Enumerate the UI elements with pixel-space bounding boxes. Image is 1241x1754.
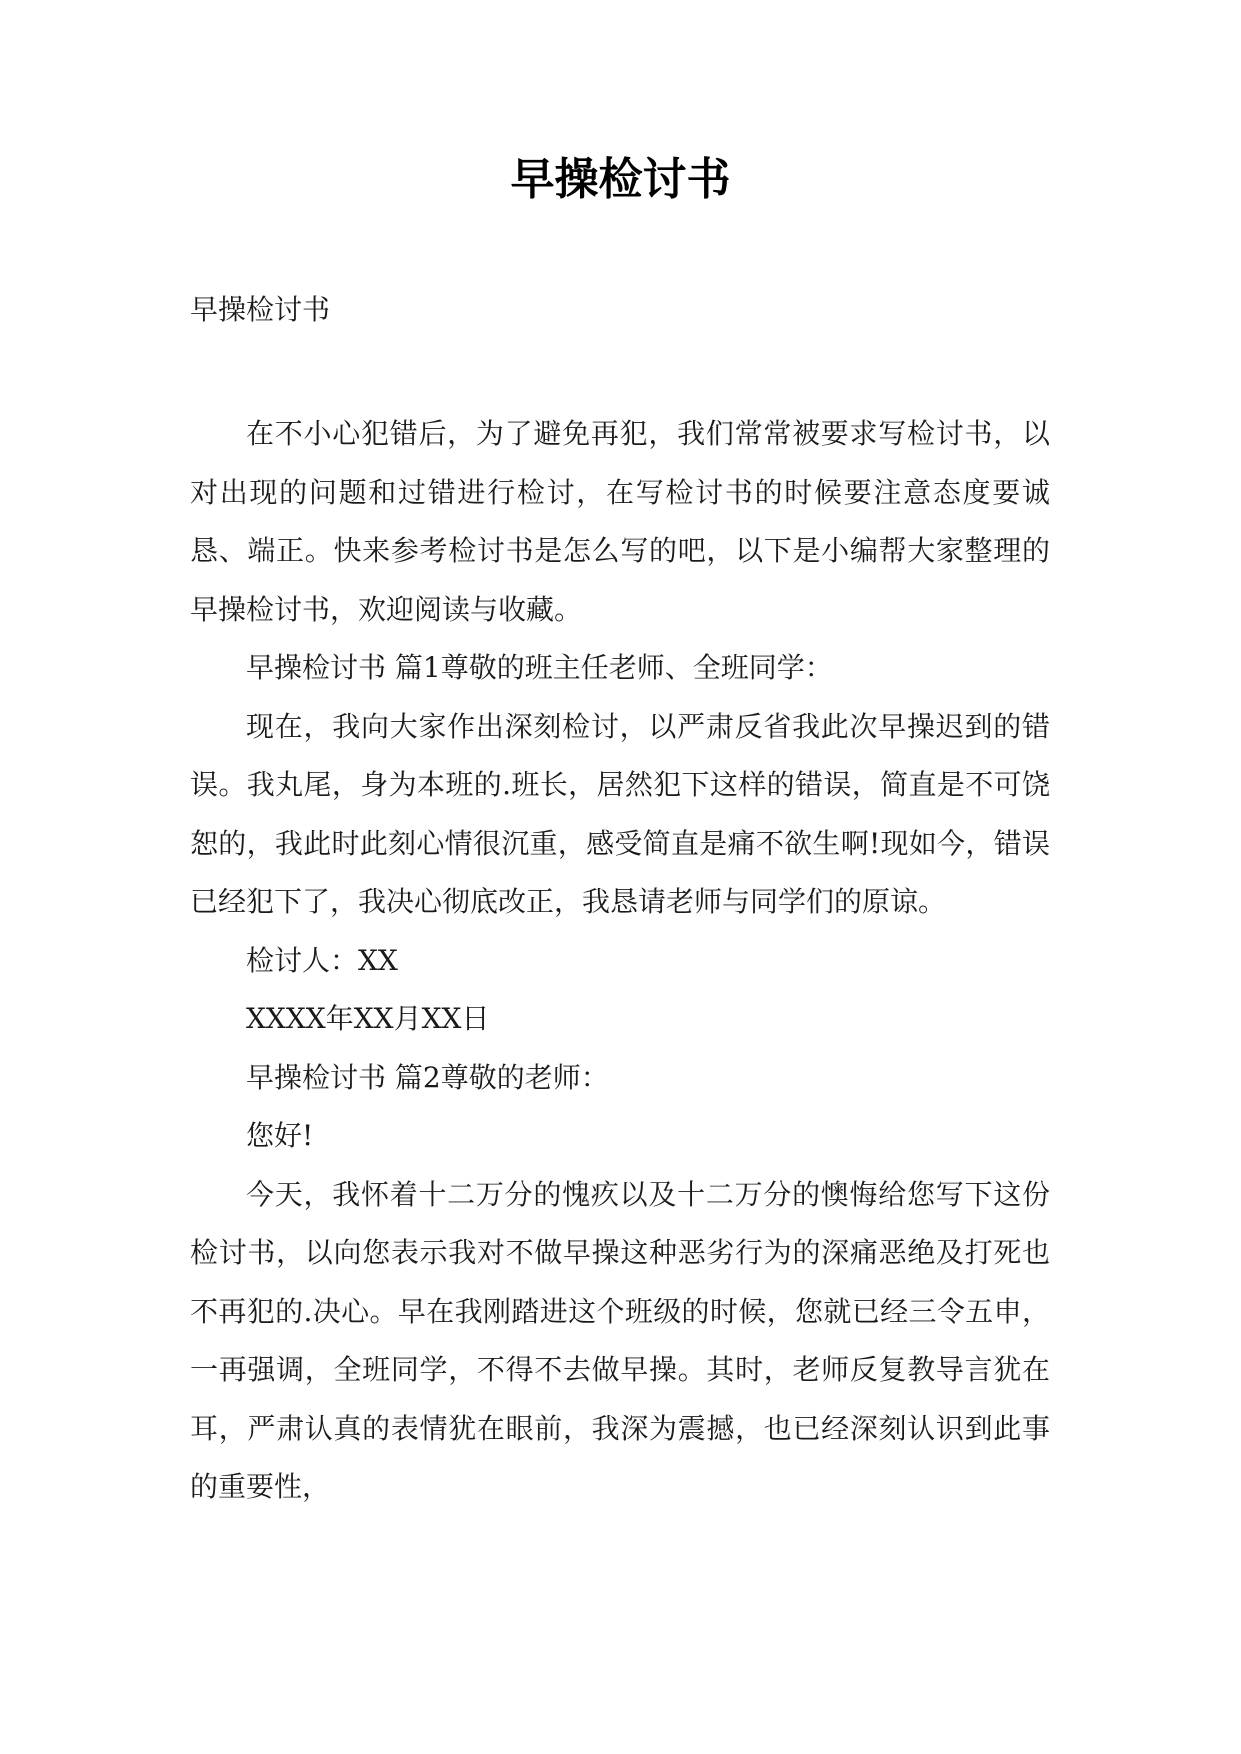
paragraph-body-2: 今天，我怀着十二万分的愧疚以及十二万分的懊悔给您写下这份检讨书，以向您表示我对不做早操这种恶劣行为的深痛恶绝及打死也不再犯的.决心。早在我刚踏进这个班级的时候，您就已经三令五申，一再强调，全班同学，不得不去做早操。其时，老师反复教导言犹在耳，严肃认真的表情犹在眼前，我深为震撼，也已经深刻认识到此事的重要性， xyxy=(190,1177,1050,1503)
document-subtitle: 早操检讨书 xyxy=(190,293,331,326)
paragraph-body-1: 现在，我向大家作出深刻检讨，以严肃反省我此次早操迟到的错误。我丸尾，身为本班的.班长，居然犯下这样的错误，简直是不可饶恕的，我此时此刻心情很沉重，感受简直是痛不欲生啊!现如今，错误已经犯下了，我决心彻底改正，我恳请老师与同学们的原谅。 xyxy=(190,709,1050,918)
paragraph-intro: 在不小心犯错后，为了避免再犯，我们常常被要求写检讨书，以对出现的问题和过错进行检讨，在写检讨书的时候要注意态度要诚恳、端正。快来参考检讨书是怎么写的吧，以下是小编帮大家整理的早操检讨书，欢迎阅读与收藏。 xyxy=(190,417,1050,626)
document-body xyxy=(190,405,1050,1517)
signature-name: 检讨人：XX xyxy=(246,943,398,977)
paragraph-heading-2: 早操检讨书 篇2尊敬的老师： xyxy=(246,1060,609,1094)
signature-date: XXXX年XX月XX日 xyxy=(246,1002,490,1035)
document-title: 早操检讨书 xyxy=(510,154,731,205)
paragraph-heading-1: 早操检讨书 篇1尊敬的班主任老师、全班同学： xyxy=(246,651,833,684)
greeting: 您好! xyxy=(246,1119,314,1152)
